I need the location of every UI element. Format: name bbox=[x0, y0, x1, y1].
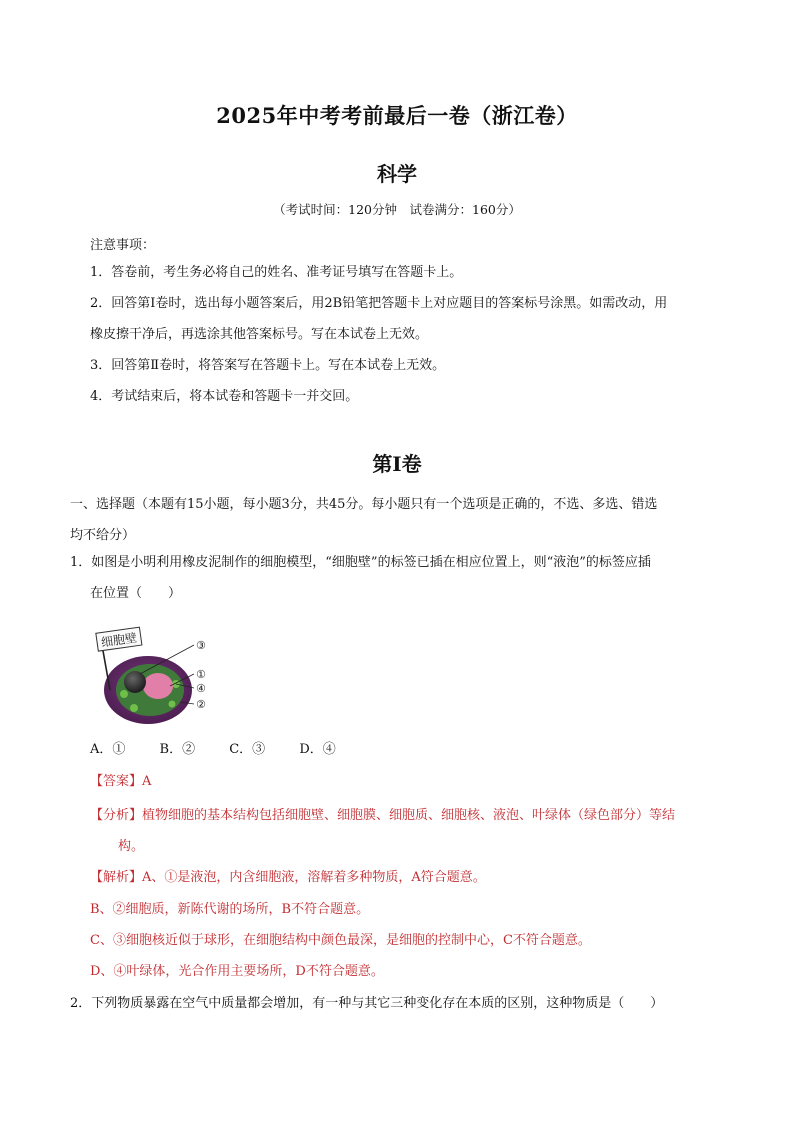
explanation-line-1: 【解析】A、①是液泡，内含细胞液，溶解着多种物质，A符合题意。 bbox=[90, 870, 486, 885]
choice-c: C．③ bbox=[229, 742, 266, 757]
choice-a: A．① bbox=[90, 742, 126, 757]
note-item-3: 3．回答第Ⅱ卷时，将答案写在答题卡上。写在本试卷上无效。 bbox=[90, 358, 446, 373]
note-item-1: 1．答卷前，考生务必将自己的姓名、准考证号填写在答题卡上。 bbox=[90, 265, 463, 280]
chloroplast-dot bbox=[130, 704, 138, 712]
mc-heading-line2: 均不给分） bbox=[70, 528, 136, 543]
note-item-2 bbox=[90, 288, 730, 350]
cell-model-figure bbox=[90, 622, 220, 727]
question-1-stem bbox=[70, 547, 730, 609]
marker-3: ③ bbox=[196, 639, 206, 652]
marker-4: ④ bbox=[196, 682, 206, 695]
analysis-text bbox=[90, 800, 730, 862]
question-2-stem: 2．下列物质暴露在空气中质量都会增加，有一种与其它三种变化存在本质的区别，这种物质是（ ） bbox=[70, 996, 664, 1011]
marker-2: ② bbox=[196, 698, 206, 711]
answer-text: 【答案】A bbox=[90, 774, 152, 789]
question-1-line1: 1．如图是小明利用橡皮泥制作的细胞模型，“细胞壁”的标签已插在相应位置上，则“液泡”的标签应插 bbox=[70, 555, 651, 570]
mc-heading-line1: 一、选择题（本题有15小题，每小题3分，共45分。每小题只有一个选项是正确的，不选、多选、错选 bbox=[70, 497, 658, 512]
marker-1: ① bbox=[196, 668, 206, 681]
choice-d: D．④ bbox=[299, 742, 336, 757]
note-item-2-line1: 2．回答第Ⅰ卷时，选出每小题答案后，用2B铅笔把答题卡上对应题目的答案标号涂黑。如需改动，用 bbox=[90, 296, 668, 311]
chloroplast-dot bbox=[120, 690, 128, 698]
analysis-line2: 构。 bbox=[118, 839, 145, 854]
analysis-line1: 【分析】植物细胞的基本结构包括细胞壁、细胞膜、细胞质、细胞核、液泡、叶绿体（绿色部分）等结 bbox=[90, 808, 676, 823]
note-item-2-line2: 橡皮擦干净后，再选涂其他答案标号。写在本试卷上无效。 bbox=[90, 327, 429, 342]
section-title: 第Ⅰ卷 bbox=[372, 452, 422, 476]
notes-heading: 注意事项： bbox=[90, 238, 156, 253]
vacuole-shape bbox=[143, 673, 173, 699]
explanation-line-2: B、②细胞质，新陈代谢的场所，B不符合题意。 bbox=[90, 902, 370, 917]
flag-label: 细胞壁 bbox=[100, 630, 138, 650]
question-1-choices bbox=[90, 738, 366, 757]
exam-time-info: （考试时间：120分钟 试卷满分：160分） bbox=[273, 202, 521, 217]
note-item-4: 4．考试结束后，将本试卷和答题卡一并交回。 bbox=[90, 389, 359, 404]
question-1-line2: 在位置（ ） bbox=[90, 586, 182, 601]
explanation-line-3: C、③细胞核近似于球形，在细胞结构中颜色最深，是细胞的控制中心，C不符合题意。 bbox=[90, 933, 591, 948]
exam-title: 2025年中考考前最后一卷（浙江卷） bbox=[216, 103, 578, 128]
chloroplast-dot bbox=[169, 701, 176, 708]
explanation-line-4: D、④叶绿体，光合作用主要场所，D不符合题意。 bbox=[90, 964, 384, 979]
multiple-choice-heading bbox=[70, 489, 730, 551]
subject-title: 科学 bbox=[377, 162, 417, 186]
nucleus-shape bbox=[124, 671, 146, 693]
choice-b: B．② bbox=[159, 742, 196, 757]
